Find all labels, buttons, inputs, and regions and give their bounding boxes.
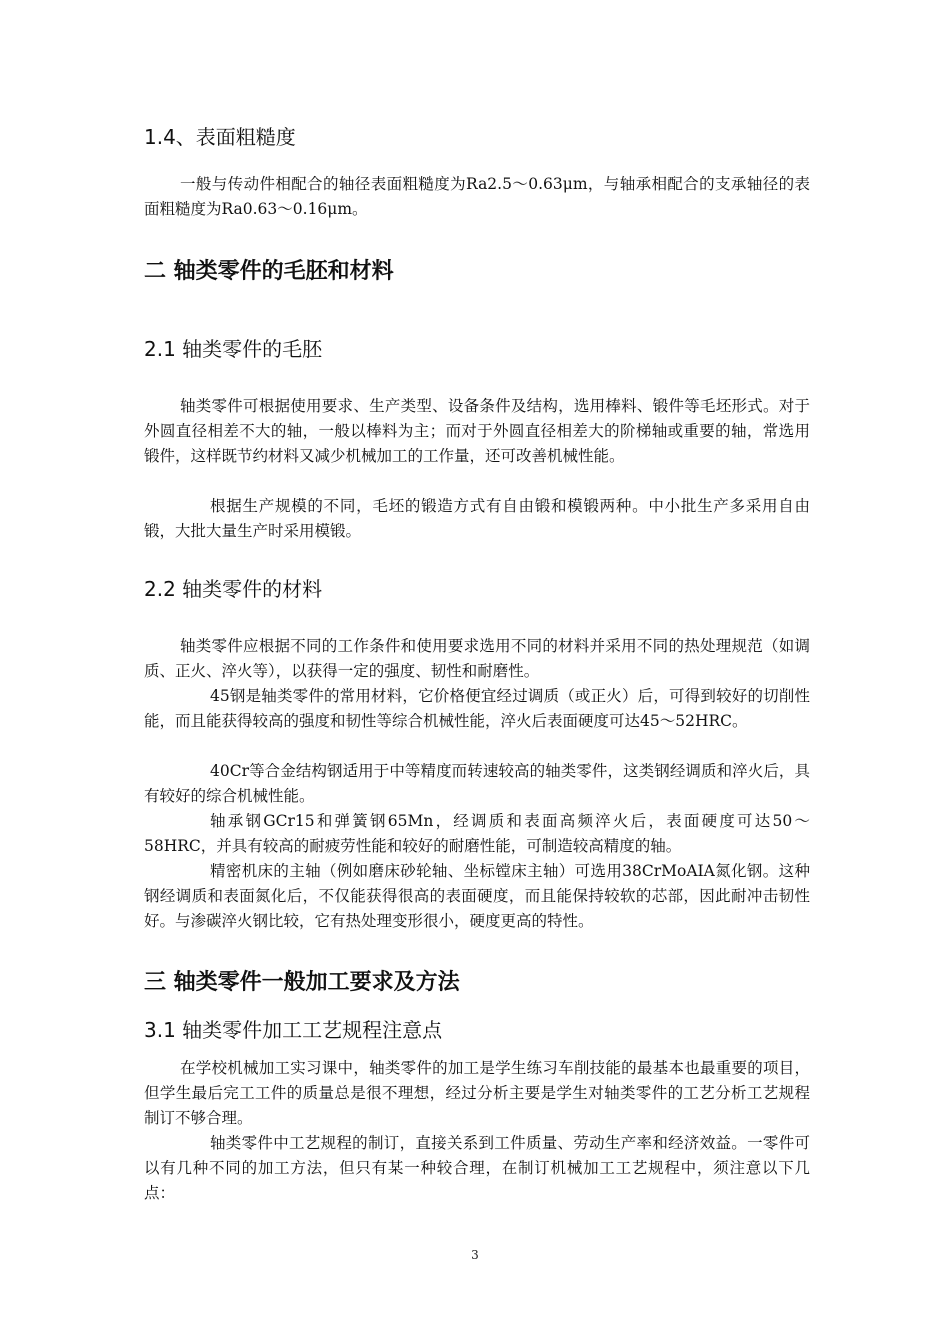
- paragraph-process-planning: 轴类零件中工艺规程的制订，直接关系到工件质量、劳动生产率和经济效益。一零件可以有几种不同的加工方法，但只有某一种较合理，在制订机械加工工艺规程中，须注意以下几点：: [144, 1134, 810, 1202]
- section-1-4-heading: 1.4、表面粗糙度: [144, 125, 296, 149]
- paragraph-bearing-steel: 轴承钢GCr15和弹簧钢65Mn，经调质和表面高频淬火后，表面硬度可达50～58HRC，并具有较高的耐疲劳性能和较好的耐磨性能，可制造较高精度的轴。: [144, 812, 810, 855]
- section-3-1-heading: 3.1 轴类零件加工工艺规程注意点: [144, 1018, 443, 1042]
- paragraph-45-steel: 45钢是轴类零件的常用材料，它价格便宜经过调质（或正火）后，可得到较好的切削性能，而且能获得较高的强度和韧性等综合机械性能，淬火后表面硬度可达45～52HRC。: [144, 687, 810, 730]
- paragraph-40cr-steel: 40Cr等合金结构钢适用于中等精度而转速较高的轴类零件，这类钢经调质和淬火后，具有较好的综合机械性能。: [144, 762, 810, 805]
- section-2-2-heading: 2.2 轴类零件的材料: [144, 577, 323, 601]
- paragraph-forging-methods: 根据生产规模的不同，毛坯的锻造方式有自由锻和模锻两种。中小批生产多采用自由锻，大批大量生产时采用模锻。: [144, 497, 810, 540]
- page-number: 3: [471, 1248, 479, 1262]
- paragraph-surface-roughness: 一般与传动件相配合的轴径表面粗糙度为Ra2.5～0.63μm，与轴承相配合的支承轴径的表面粗糙度为Ra0.63～0.16μm。: [144, 175, 810, 218]
- chapter-2-heading: 二 轴类零件的毛胚和材料: [144, 259, 394, 284]
- paragraph-nitriding-steel: 精密机床的主轴（例如磨床砂轮轴、坐标镗床主轴）可选用38CrMoAIA氮化钢。这种钢经调质和表面氮化后，不仅能获得很高的表面硬度，而且能保持较软的芯部，因此耐冲击韧性好。与渗碳淬火钢比较，它有热处理变形很小，硬度更高的特性。: [144, 862, 810, 930]
- paragraph-practice-course: 在学校机械加工实习课中，轴类零件的加工是学生练习车削技能的最基本也最重要的项目，但学生最后完工工件的质量总是很不理想，经过分析主要是学生对轴类零件的工艺分析工艺规程制订不够合理。: [144, 1059, 810, 1127]
- section-2-1-heading: 2.1 轴类零件的毛胚: [144, 337, 323, 361]
- paragraph-blank-forms: 轴类零件可根据使用要求、生产类型、设备条件及结构，选用棒料、锻件等毛坯形式。对于外圆直径相差不大的轴，一般以棒料为主；而对于外圆直径相差大的阶梯轴或重要的轴，常选用锻件，这样既节约材料又减少机械加工的工作量，还可改善机械性能。: [144, 397, 810, 465]
- chapter-3-heading: 三 轴类零件一般加工要求及方法: [144, 970, 460, 995]
- paragraph-material-selection: 轴类零件应根据不同的工作条件和使用要求选用不同的材料并采用不同的热处理规范（如调质、正火、淬火等），以获得一定的强度、韧性和耐磨性。: [144, 637, 810, 680]
